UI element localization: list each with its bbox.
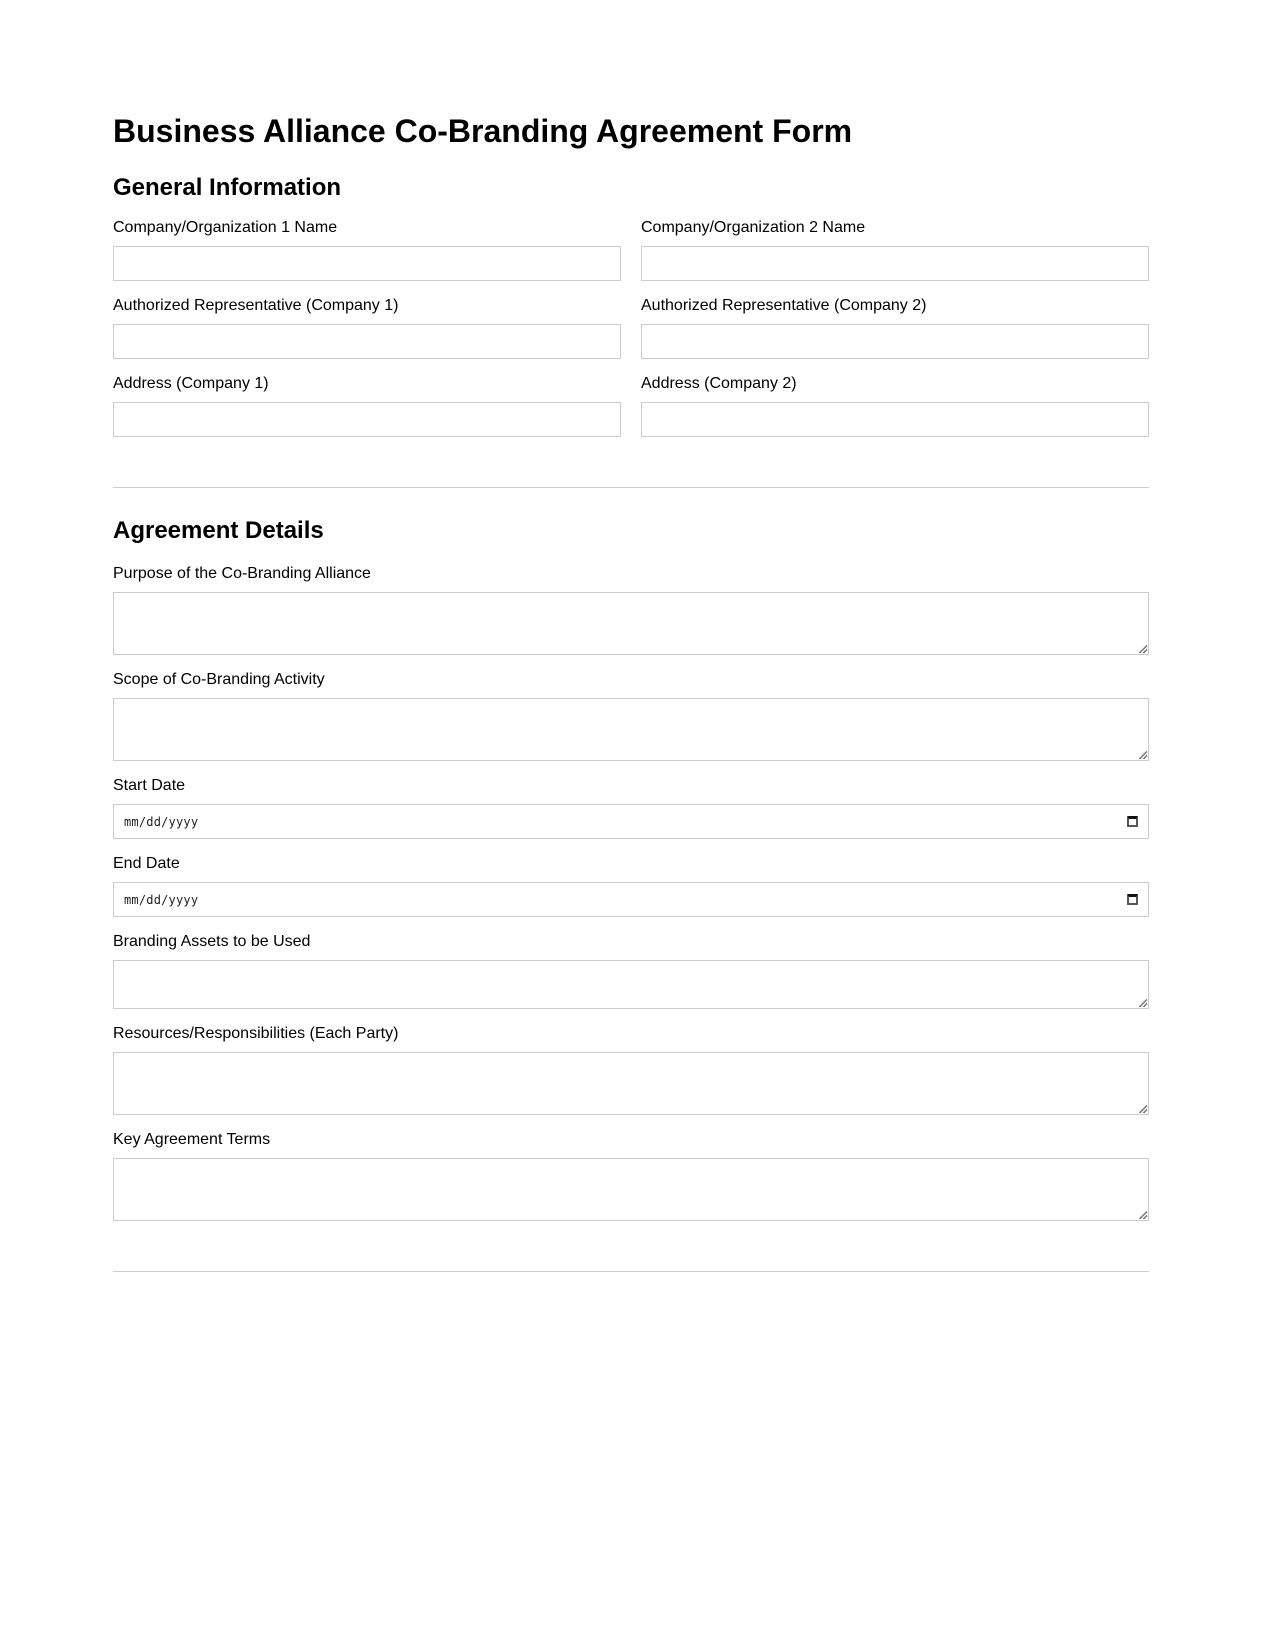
form-container	[113, 112, 1149, 1272]
company-name-row	[113, 219, 1149, 297]
calendar-icon[interactable]	[1127, 894, 1138, 905]
representative-row	[113, 297, 1149, 375]
scope-textarea[interactable]	[113, 698, 1149, 761]
purpose-field	[113, 565, 1149, 655]
start-date-field	[113, 777, 1149, 839]
representative-2-field	[641, 297, 1149, 359]
start-date-input[interactable]	[113, 804, 1149, 839]
end-date-placeholder: mm/dd/yyyy	[124, 892, 199, 907]
representative-1-field	[113, 297, 621, 359]
purpose-textarea-wrap	[113, 592, 1149, 655]
representative-1-input[interactable]	[113, 324, 621, 359]
page-title: Business Alliance Co-Branding Agreement Form	[113, 113, 853, 149]
start-date-placeholder: mm/dd/yyyy	[124, 814, 199, 829]
company-1-name-label: Company/Organization 1 Name	[113, 219, 338, 236]
company-2-name-field	[641, 219, 1149, 281]
calendar-icon[interactable]	[1127, 816, 1138, 827]
representative-2-label: Authorized Representative (Company 2)	[641, 297, 927, 314]
scope-textarea-wrap	[113, 698, 1149, 761]
agreement-details-heading: Agreement Details	[113, 517, 324, 544]
address-1-field	[113, 375, 621, 437]
address-1-input[interactable]	[113, 402, 621, 437]
address-row	[113, 375, 1149, 453]
agreement-details-section	[113, 488, 1149, 1272]
address-2-input[interactable]	[641, 402, 1149, 437]
general-information-section	[113, 174, 1149, 488]
branding-assets-field	[113, 933, 1149, 1009]
company-2-name-label: Company/Organization 2 Name	[641, 219, 866, 236]
purpose-label: Purpose of the Co-Branding Alliance	[113, 565, 371, 582]
resources-label: Resources/Responsibilities (Each Party)	[113, 1025, 399, 1042]
key-terms-textarea-wrap	[113, 1158, 1149, 1221]
company-2-name-input[interactable]	[641, 246, 1149, 281]
address-1-label: Address (Company 1)	[113, 375, 269, 392]
key-terms-textarea[interactable]	[113, 1158, 1149, 1221]
key-terms-label: Key Agreement Terms	[113, 1131, 271, 1148]
address-2-label: Address (Company 2)	[641, 375, 797, 392]
purpose-textarea[interactable]	[113, 592, 1149, 655]
representative-1-label: Authorized Representative (Company 1)	[113, 297, 399, 314]
resources-field	[113, 1025, 1149, 1115]
resources-textarea[interactable]	[113, 1052, 1149, 1115]
end-date-label: End Date	[113, 855, 180, 872]
key-terms-field	[113, 1131, 1149, 1221]
resources-textarea-wrap	[113, 1052, 1149, 1115]
representative-2-input[interactable]	[641, 324, 1149, 359]
branding-assets-label: Branding Assets to be Used	[113, 933, 311, 950]
branding-assets-textarea-wrap	[113, 960, 1149, 1009]
company-1-name-field	[113, 219, 621, 281]
branding-assets-textarea[interactable]	[113, 960, 1149, 1009]
address-2-field	[641, 375, 1149, 437]
company-1-name-input[interactable]	[113, 246, 621, 281]
end-date-field	[113, 855, 1149, 917]
scope-field	[113, 671, 1149, 761]
start-date-label: Start Date	[113, 777, 186, 794]
scope-label: Scope of Co-Branding Activity	[113, 671, 325, 688]
general-information-heading: General Information	[113, 174, 342, 201]
end-date-input[interactable]	[113, 882, 1149, 917]
